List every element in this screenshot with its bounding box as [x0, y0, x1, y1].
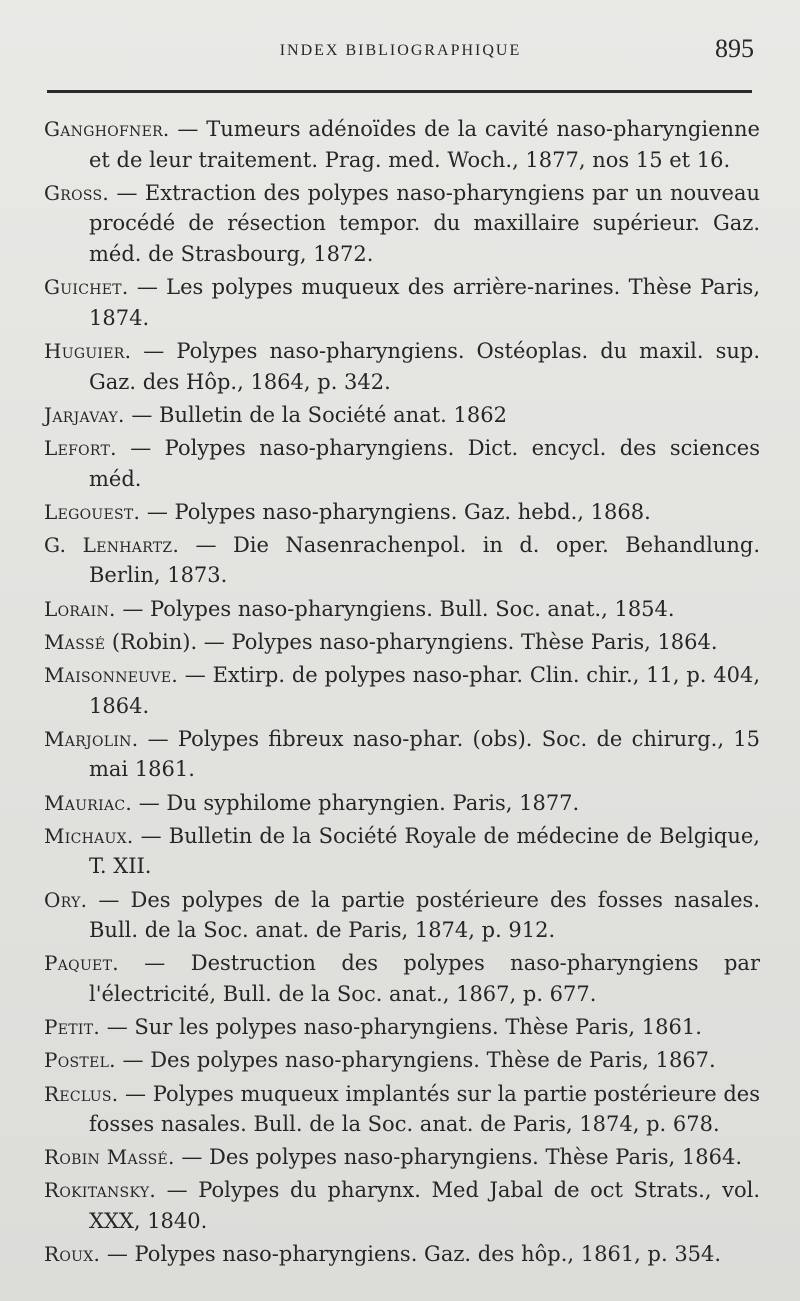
bibliography-entry — [44, 1175, 760, 1236]
entry-author: Ganghofner. — [44, 117, 170, 141]
bibliography-entry — [44, 433, 760, 494]
entry-author: Huguier. — [44, 338, 132, 363]
entry-author: Legouest. — [44, 499, 141, 524]
entry-text: — Extirp. de polypes naso-phar. Clin. chir., 11, p. 404, 1864. — [89, 663, 760, 718]
bibliography-entry — [44, 660, 760, 721]
bibliography-entry — [44, 497, 760, 528]
bibliography-entry — [44, 1239, 760, 1270]
entry-text: — Die Nasenrachenpol. in d. oper. Behandlung. Berlin, 1873. — [89, 532, 760, 588]
entry-author: G. Lenhartz. — [44, 532, 180, 557]
entry-text: — Polypes naso-pharyngiens. Ostéoplas. du maxil. sup. Gaz. des Hôp., 1864, p. 342. — [89, 338, 760, 394]
bibliography-entry — [44, 272, 760, 333]
entry-text: — Bulletin de la Société Royale de médecine de Belgique, T. XII. — [89, 823, 760, 879]
bibliography-entry — [44, 627, 760, 658]
entry-author: Rokitansky. — [44, 1178, 157, 1203]
bibliography-entry — [44, 400, 760, 431]
bibliography-entry — [44, 336, 760, 397]
bibliography-entry — [44, 724, 760, 785]
running-title: INDEX BIBLIOGRAPHIQUE — [279, 42, 522, 59]
entry-author: Maisonneuve. — [44, 663, 178, 688]
bibliography-entry — [44, 530, 760, 591]
bibliography-entry — [44, 821, 760, 882]
entry-text: — Polypes naso-pharyngiens. Dict. encycl. des sciences méd. — [89, 435, 760, 491]
entry-author: Jarjavay. — [44, 402, 125, 427]
header-rule — [47, 90, 752, 93]
entry-author: Robin Massé. — [44, 1145, 175, 1170]
bibliography-entry — [44, 594, 760, 625]
entry-text: — Des polypes de la partie postérieure des fosses nasales. Bull. de la Soc. anat. de Paris, 1874, p. 912. — [87, 887, 760, 943]
entry-author: Massé — [44, 629, 106, 654]
entry-author: Ory. — [44, 887, 88, 912]
entry-text: — Des polypes naso-pharyngiens. Thèse Paris, 1864. — [174, 1145, 742, 1170]
entry-author: Guichet. — [44, 275, 129, 300]
entry-author: Marjolin. — [44, 726, 139, 751]
entry-text: — Des polypes naso-pharyngiens. Thèse de Paris, 1867. — [115, 1048, 716, 1073]
page-header — [47, 34, 754, 74]
entry-text: — Polypes fibreux naso-phar. (obs). Soc. de chirurg., 15 mai 1861. — [89, 726, 760, 782]
page-number: 895 — [715, 34, 754, 63]
bibliography-entry — [44, 788, 760, 819]
entry-text: — Polypes du pharynx. Med Jabal de oct Strats., vol. XXX, 1840. — [89, 1178, 760, 1234]
entry-author: Roux. — [44, 1242, 101, 1267]
entry-text: — Tumeurs adénoïdes de la cavité naso-pharyngienne et de leur traitement. Prag. med. Woch., 1877, nos 15 et 16. — [89, 117, 760, 172]
entry-text: — Polypes naso-pharyngiens. Gaz. hebd., 1868. — [140, 499, 651, 524]
entry-author: Petit. — [44, 1015, 101, 1040]
bibliography-entry — [44, 1142, 760, 1173]
entry-text: — Polypes muqueux implantés sur la partie postérieure des fosses nasales. Bull. de la Soc. anat. de Paris, 1874, p. 678. — [89, 1081, 760, 1137]
entry-text: — Destruction des polypes naso-pharyngiens par l'électricité, Bull. de la Soc. anat., 1867, p. 677. — [89, 951, 760, 1006]
bibliography-entry — [44, 885, 760, 946]
entry-author: Gross. — [44, 180, 110, 205]
bibliography-entry — [44, 948, 760, 1009]
entry-text: — Sur les polypes naso-pharyngiens. Thèse Paris, 1861. — [100, 1015, 702, 1040]
entry-author: Michaux. — [44, 823, 134, 848]
entry-text: — Polypes naso-pharyngiens. Bull. Soc. anat., 1854. — [115, 596, 675, 621]
entry-text: — Du syphilome pharyngien. Paris, 1877. — [132, 790, 580, 815]
entry-text: — Extraction des polypes naso-pharyngiens par un nouveau procédé de résection tempor. du maxillaire supérieur. Gaz. méd. de Strasbourg, 1872. — [89, 180, 760, 266]
bibliography-entry — [44, 1045, 760, 1076]
entry-author: Reclus. — [44, 1081, 119, 1106]
entry-text: (Robin). — Polypes naso-pharyngiens. Thèse Paris, 1864. — [105, 629, 718, 654]
bibliography-entry — [44, 1012, 760, 1043]
bibliography-list — [44, 114, 760, 1272]
bibliography-entry — [44, 1079, 760, 1140]
entry-author: Mauriac. — [44, 790, 133, 815]
bibliography-entry — [44, 178, 760, 270]
entry-author: Paquet. — [44, 951, 119, 976]
entry-author: Lorain. — [44, 596, 116, 621]
bibliography-entry — [44, 114, 760, 175]
entry-author: Lefort. — [44, 435, 117, 460]
entry-text: — Polypes naso-pharyngiens. Gaz. des hôp., 1861, p. 354. — [100, 1242, 722, 1267]
entry-author: Postel. — [44, 1048, 116, 1073]
entry-text: — Bulletin de la Société anat. 1862 — [124, 402, 507, 427]
entry-text: — Les polypes muqueux des arrière-narines. Thèse Paris, 1874. — [89, 275, 760, 330]
